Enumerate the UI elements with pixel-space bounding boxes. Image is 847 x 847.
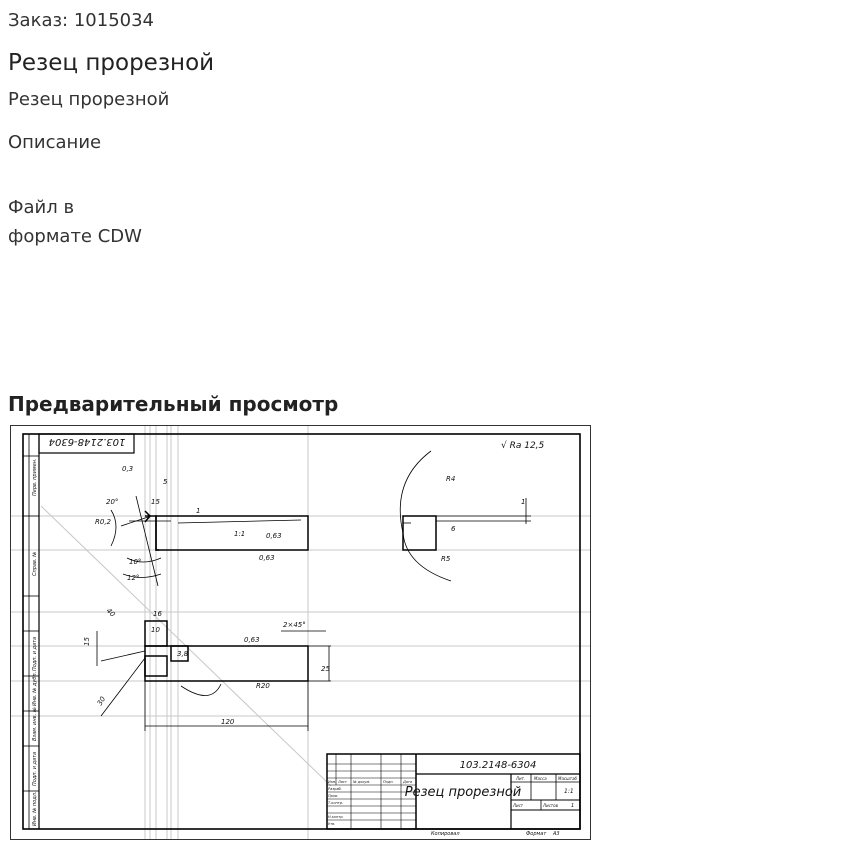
dim-5: 5 (163, 478, 168, 486)
dim-20deg: 20° (106, 498, 119, 506)
stamp-code: 103.2148-6304 (459, 760, 537, 771)
dim-15: 15 (151, 498, 160, 506)
dim-r4: R4 (446, 475, 456, 483)
stamp-izm: Изм. (328, 780, 337, 784)
dim-40: 40 (104, 606, 117, 619)
stamp-scale-value: 1:1 (564, 788, 574, 795)
side-label-4: Инв. № дубл. (32, 671, 38, 706)
stamp-sheets: Листов (543, 803, 558, 808)
stamp-utv: Утв. (328, 822, 336, 826)
construction-lines (11, 426, 590, 839)
file-format-info (8, 193, 168, 251)
side-label-7: Инв. № подл. (32, 791, 38, 826)
stamp-lit: Лит. (516, 776, 526, 781)
dim-120: 120 (221, 718, 235, 726)
side-label-1: Перв. примен. (32, 458, 38, 496)
dim-0-63a: 0,63 (266, 532, 282, 540)
page-subtitle: Резец прорезной (8, 89, 170, 110)
dim-r5: R5 (441, 555, 451, 563)
dim-1-1: 1:1 (234, 530, 246, 538)
stamp-copied: Копировал (431, 831, 460, 837)
dim-12deg: 12° (127, 574, 140, 582)
dim-0-63c: 0,63 (244, 636, 260, 644)
front-view (97, 621, 331, 731)
dim-0-63b: 0,63 (259, 554, 275, 562)
page-title: Резец прорезной (8, 50, 215, 76)
stamp-list: Лист (338, 780, 347, 784)
stamp-title: Резец прорезной (404, 785, 522, 800)
side-label-5: Взам. инв. № (32, 707, 38, 741)
dim-15b: 15 (83, 637, 91, 646)
stamp-razrab: Разраб. (328, 787, 342, 791)
stamp-sheets-value: 1 (571, 803, 575, 809)
stamp-scale: Масштаб (558, 776, 578, 781)
description-heading: Описание (8, 132, 102, 153)
drawing-preview[interactable] (10, 425, 591, 840)
stamp-podp: Подп. (383, 780, 394, 784)
order-label: Заказ: (8, 10, 69, 31)
dim-r0-2: R0,2 (95, 518, 111, 526)
dim-1: 1 (196, 507, 201, 515)
side-label-3: Подп. и дата (32, 636, 38, 671)
side-label-6: Подп. и дата (32, 751, 38, 786)
top-view (111, 496, 308, 586)
dim-0-3: 0,3 (122, 465, 134, 473)
stamp-mass: Масса (534, 776, 547, 781)
dim-10: 10 (151, 626, 160, 634)
dim-25: 25 (321, 665, 330, 673)
stamp-format-value: А3 (553, 831, 560, 837)
stamp-ndokum: № докум. (353, 780, 371, 784)
stamp-format: Формат (526, 831, 547, 837)
dim-10deg: 10° (129, 558, 142, 566)
dim-3-8: 3,8 (177, 650, 189, 658)
file-format-line-2: формате CDW (8, 226, 142, 247)
order-number: 1015034 (73, 10, 155, 31)
file-format-line-1: Файл в (8, 197, 75, 218)
dim-r20: R20 (256, 682, 270, 690)
dim-2x45: 2×45° (283, 621, 306, 629)
stamp-nkontr: Н.контр. (328, 815, 344, 819)
corner-code: 103.2148-6304 (48, 436, 126, 447)
dim-16: 16 (153, 610, 162, 618)
drawing-svg (11, 426, 590, 839)
roughness-mark: √ Ra 12,5 (501, 441, 545, 451)
dim-1-end: 1 (521, 498, 526, 506)
end-view (400, 451, 531, 581)
dim-30: 30 (95, 695, 108, 707)
stamp-tkontr: Т.контр. (328, 801, 344, 805)
side-label-2: Справ. № (32, 551, 38, 576)
order-line (8, 10, 154, 32)
stamp-data: Дата (403, 780, 413, 784)
preview-heading: Предварительный просмотр (8, 392, 339, 416)
dim-6: 6 (451, 525, 456, 533)
stamp-sheet: Лист (513, 803, 524, 808)
stamp-prov: Пров. (328, 794, 339, 798)
